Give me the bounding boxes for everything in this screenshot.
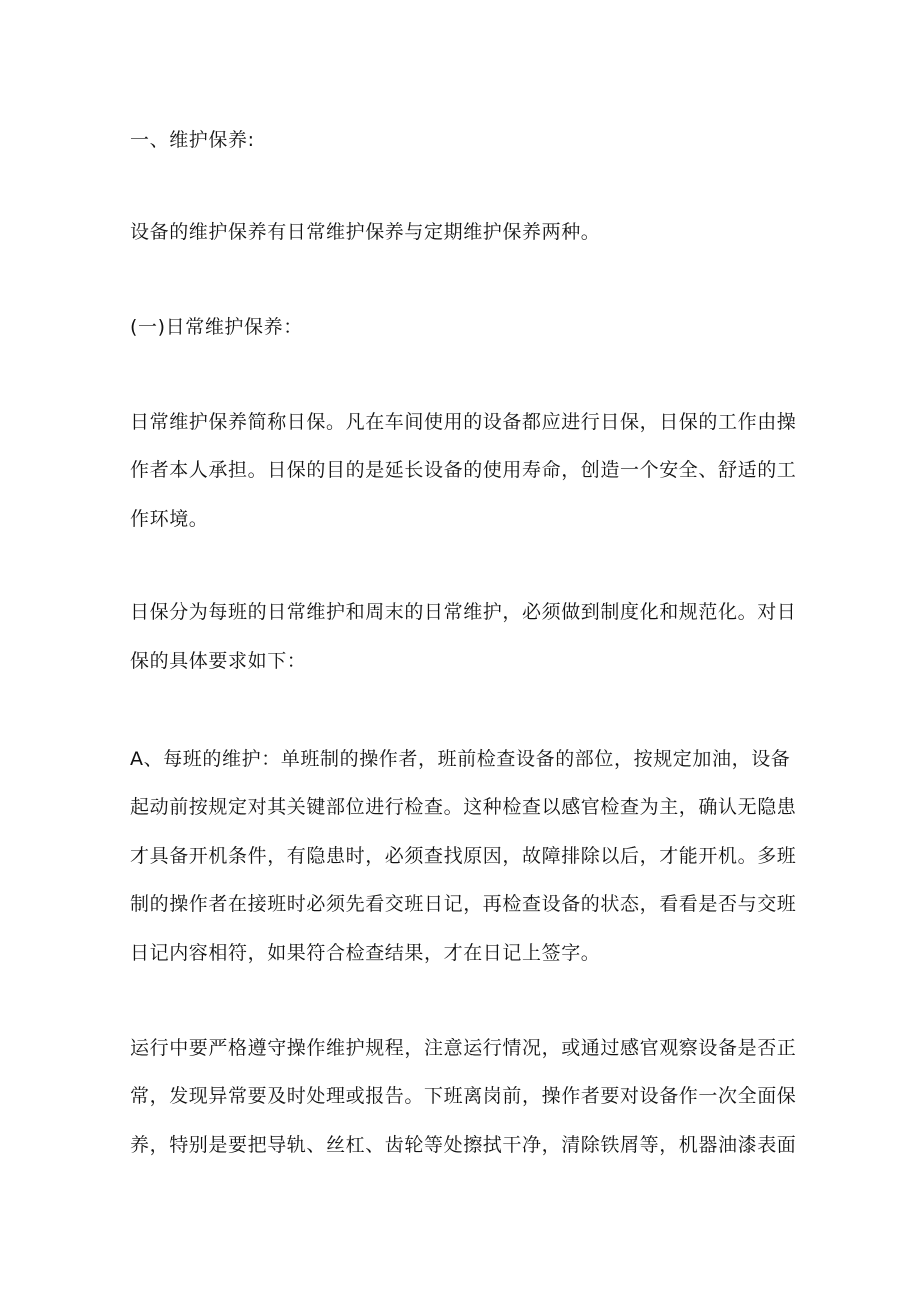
paragraph-line: 才具备开机条件，有隐患时，必须查找原因，故障排除以后，才能开机。多班 — [130, 845, 797, 867]
paragraph-line: 日保分为每班的日常维护和周末的日常维护，必须做到制度化和规范化。对日 — [130, 601, 797, 623]
paragraph-line: A、每班的维护：单班制的操作者，班前检查设备的部位，按规定加油，设备 — [130, 748, 791, 770]
paragraph-line: 起动前按规定对其关键部位进行检查。这种检查以感官检查为主，确认无隐患 — [130, 796, 797, 818]
subsection-heading: (一)日常维护保养： — [130, 316, 303, 338]
paragraph-line: 日记内容相符，如果符合检查结果，才在日记上签字。 — [130, 942, 601, 964]
paragraph-line: 作环境。 — [130, 508, 209, 530]
paragraph-line: 运行中要严格遵守操作维护规程，注意运行情况，或通过感官观察设备是否正 — [130, 1037, 797, 1059]
paragraph-line: 作者本人承担。日保的目的是延长设备的使用寿命，创造一个安全、舒适的工 — [130, 459, 797, 481]
intro-paragraph: 设备的维护保养有日常维护保养与定期维护保养两种。 — [130, 221, 601, 243]
paragraph-line: 日常维护保养简称日保。凡在车间使用的设备都应进行日保，日保的工作由操 — [130, 411, 797, 433]
section-heading: 一、维护保养: — [130, 129, 255, 151]
paragraph-line: 养，特别是要把导轨、丝杠、齿轮等处擦拭干净，清除铁屑等，机器油漆表面 — [130, 1134, 797, 1156]
paragraph-line: 常，发现异常要及时处理或报告。下班离岗前，操作者要对设备作一次全面保 — [130, 1085, 797, 1107]
paragraph-line: 制的操作者在接班时必须先看交班日记，再检查设备的状态，看看是否与交班 — [130, 893, 797, 915]
paragraph-line: 保的具体要求如下： — [130, 650, 307, 672]
